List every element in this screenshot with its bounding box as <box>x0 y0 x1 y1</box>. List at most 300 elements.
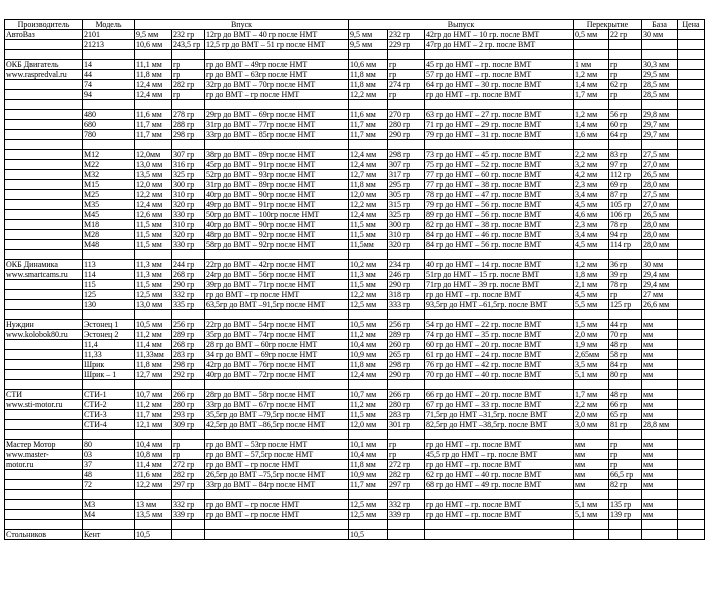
cell-price <box>678 230 705 240</box>
cell-overlap-angle: 39 гр <box>609 270 642 280</box>
cell-exhaust-duration: 260 гр <box>388 340 425 350</box>
blank-cell <box>172 430 205 440</box>
blank-cell <box>678 490 705 500</box>
cell-overlap-lift: мм <box>574 480 609 490</box>
cell-exhaust-duration: 300 гр <box>388 220 425 230</box>
blank-row <box>5 140 705 150</box>
blank-cell <box>83 430 135 440</box>
cell-exhaust-lift: 11,8 мм <box>349 360 388 370</box>
cell-exhaust-lift: 10,7 мм <box>349 390 388 400</box>
cell-intake-timing: 35гр до ВМТ – 74гр после НМТ <box>205 330 349 340</box>
cell-overlap-lift: 1,8 мм <box>574 270 609 280</box>
cell-exhaust-duration: 298 гр <box>388 360 425 370</box>
cell-price <box>678 240 705 250</box>
cell-model: 44 <box>83 70 135 80</box>
blank-cell <box>425 490 574 500</box>
cell-price <box>678 290 705 300</box>
blank-cell <box>388 250 425 260</box>
cell-intake-timing: 35,5гр до ВМТ –79,5гр после НМТ <box>205 410 349 420</box>
cell-exhaust-lift: 11,7 мм <box>349 130 388 140</box>
cell-intake-duration: 283 гр <box>172 350 205 360</box>
cell-intake-duration: 339 гр <box>172 510 205 520</box>
cell-intake-timing: 48гр до ВМТ – 92гр после НМТ <box>205 230 349 240</box>
cell-intake-duration: 292 гр <box>172 370 205 380</box>
cell-intake-lift: 11,5 мм <box>135 230 172 240</box>
cell-exhaust-timing: 73 гр до НМТ – 45 гр. после ВМТ <box>425 150 574 160</box>
cell-intake-duration: 310 гр <box>172 220 205 230</box>
blank-row <box>5 50 705 60</box>
blank-cell <box>388 140 425 150</box>
cell-model: Кент <box>83 530 135 540</box>
cell-intake-lift: 12,4 мм <box>135 200 172 210</box>
table-row <box>5 350 705 360</box>
blank-cell <box>5 140 83 150</box>
table-row <box>5 200 705 210</box>
blank-cell <box>5 310 83 320</box>
cell-intake-timing: 33гр до ВМТ – 84гр после НМТ <box>205 480 349 490</box>
cell-exhaust-lift: 10,9 мм <box>349 470 388 480</box>
blank-cell <box>83 50 135 60</box>
cell-exhaust-timing: 51гр до НМТ – 15 гр. после ВМТ <box>425 270 574 280</box>
cell-price <box>678 300 705 310</box>
blank-cell <box>574 430 609 440</box>
cell-intake-lift: 11,1 мм <box>135 60 172 70</box>
cell-intake-duration: 268 гр <box>172 340 205 350</box>
cell-overlap-lift: 1,2 мм <box>574 260 609 270</box>
cell-exhaust-lift: 11,5 мм <box>349 280 388 290</box>
header-overlap: Перекрытие <box>574 20 642 30</box>
cell-base: 27,0 мм <box>642 200 678 210</box>
cell-exhaust-duration: 280 гр <box>388 120 425 130</box>
cell-overlap-lift: 1,2 мм <box>574 70 609 80</box>
cell-price <box>678 330 705 340</box>
cell-price <box>678 170 705 180</box>
blank-cell <box>135 520 172 530</box>
cell-intake-timing: 28 гр до ВМТ – 60гр после НМТ <box>205 340 349 350</box>
cell-price <box>678 280 705 290</box>
blank-cell <box>172 50 205 60</box>
cell-exhaust-timing: 40 гр до НМТ – 14 гр. после ВМТ <box>425 260 574 270</box>
cell-intake-lift: 10,8 мм <box>135 450 172 460</box>
cell-overlap-angle: 48 гр <box>609 390 642 400</box>
cell-intake-duration: 282 гр <box>172 80 205 90</box>
cell-exhaust-duration: 290 гр <box>388 370 425 380</box>
cell-intake-lift: 11,2 мм <box>135 400 172 410</box>
cell-overlap-angle: 125 гр <box>609 300 642 310</box>
cell-manufacturer <box>5 190 83 200</box>
cell-intake-duration: 298 гр <box>172 360 205 370</box>
cell-intake-timing: гр до ВМТ – гр после НМТ <box>205 90 349 100</box>
cell-exhaust-duration: 229 гр <box>388 40 425 50</box>
cell-base: мм <box>642 390 678 400</box>
cell-price <box>678 370 705 380</box>
cell-manufacturer <box>5 300 83 310</box>
cell-base: 29,8 мм <box>642 110 678 120</box>
blank-cell <box>642 100 678 110</box>
cell-exhaust-lift: 12,5 мм <box>349 510 388 520</box>
cell-manufacturer <box>5 210 83 220</box>
cell-exhaust-duration: гр <box>388 90 425 100</box>
cell-overlap-angle <box>609 40 642 50</box>
blank-cell <box>388 520 425 530</box>
cell-price <box>678 200 705 210</box>
cell-base: 27 мм <box>642 290 678 300</box>
cell-exhaust-timing: 45,5 гр до НМТ – гр. после ВМТ <box>425 450 574 460</box>
cell-price <box>678 390 705 400</box>
cell-intake-lift: 10,5 <box>135 530 172 540</box>
cell-overlap-lift: 3,4 мм <box>574 230 609 240</box>
blank-cell <box>609 50 642 60</box>
blank-cell <box>172 520 205 530</box>
cell-exhaust-lift: 10,4 мм <box>349 450 388 460</box>
table-row <box>5 170 705 180</box>
cell-intake-duration: 320 гр <box>172 230 205 240</box>
cell-exhaust-duration: 307 гр <box>388 160 425 170</box>
cell-intake-duration: 256 гр <box>172 320 205 330</box>
cell-exhaust-lift: 12,2 мм <box>349 290 388 300</box>
cell-overlap-angle: 62 гр <box>609 80 642 90</box>
cell-base: мм <box>642 500 678 510</box>
table-row <box>5 390 705 400</box>
cell-price <box>678 500 705 510</box>
cell-overlap-angle: 82 гр <box>609 480 642 490</box>
cell-manufacturer <box>5 80 83 90</box>
cell-model: 03 <box>83 450 135 460</box>
cell-base: 29,4 мм <box>642 270 678 280</box>
cell-model: M35 <box>83 200 135 210</box>
cell-intake-lift: 13,5 мм <box>135 170 172 180</box>
cell-manufacturer <box>5 170 83 180</box>
cell-model: M12 <box>83 150 135 160</box>
blank-cell <box>425 520 574 530</box>
blank-cell <box>135 50 172 60</box>
cell-overlap-angle: 66,5 гр <box>609 470 642 480</box>
cell-exhaust-lift: 12,5 мм <box>349 500 388 510</box>
cell-intake-lift: 11,7 мм <box>135 130 172 140</box>
cell-manufacturer <box>5 180 83 190</box>
cell-intake-lift: 11,3 мм <box>135 260 172 270</box>
cell-exhaust-duration: 298 гр <box>388 150 425 160</box>
cell-price <box>678 220 705 230</box>
cell-overlap-angle: 83 гр <box>609 150 642 160</box>
cell-manufacturer: Стольников <box>5 530 83 540</box>
cell-manufacturer <box>5 200 83 210</box>
table-row <box>5 210 705 220</box>
cell-model: M25 <box>83 190 135 200</box>
blank-cell <box>172 490 205 500</box>
table-row <box>5 150 705 160</box>
cell-intake-lift: 12,1 мм <box>135 420 172 430</box>
cell-manufacturer <box>5 290 83 300</box>
cell-exhaust-lift: 10,4 мм <box>349 340 388 350</box>
table-row <box>5 280 705 290</box>
cell-overlap-lift: 2,3 мм <box>574 220 609 230</box>
cell-intake-lift: 12,0 мм <box>135 180 172 190</box>
blank-cell <box>5 250 83 260</box>
cell-overlap-lift: 4,5 мм <box>574 200 609 210</box>
blank-cell <box>388 380 425 390</box>
cell-exhaust-timing: 60 гр до НМТ – 20 гр. после ВМТ <box>425 340 574 350</box>
cell-base: 28,0 мм <box>642 220 678 230</box>
blank-cell <box>642 520 678 530</box>
cell-intake-duration: 290 гр <box>172 280 205 290</box>
blank-cell <box>574 490 609 500</box>
cell-exhaust-timing: 64 гр до НМТ – 30 гр. после ВМТ <box>425 80 574 90</box>
cell-model: 72 <box>83 480 135 490</box>
cell-exhaust-lift: 9,5 мм <box>349 30 388 40</box>
blank-cell <box>5 520 83 530</box>
cell-intake-lift: 12,2 мм <box>135 480 172 490</box>
table-row <box>5 120 705 130</box>
cell-model: 11,33 <box>83 350 135 360</box>
cell-intake-lift: 12,7 мм <box>135 370 172 380</box>
cell-base: мм <box>642 450 678 460</box>
cell-overlap-angle: 84 гр <box>609 360 642 370</box>
cell-overlap-angle: 78 гр <box>609 220 642 230</box>
cell-overlap-angle: 56 гр <box>609 110 642 120</box>
cell-exhaust-lift: 11,2 мм <box>349 330 388 340</box>
cell-price <box>678 530 705 540</box>
cell-base: 26,5 мм <box>642 210 678 220</box>
blank-cell <box>5 100 83 110</box>
cell-overlap-angle: 81 гр <box>609 420 642 430</box>
table-row <box>5 300 705 310</box>
cell-intake-timing: 45гр до ВМТ – 91гр после НМТ <box>205 160 349 170</box>
cell-manufacturer: ОКБ Двигатель <box>5 60 83 70</box>
table-row <box>5 340 705 350</box>
cell-intake-timing: 28гр до ВМТ – 58гр после НМТ <box>205 390 349 400</box>
blank-cell <box>135 140 172 150</box>
cell-exhaust-lift: 10,5 <box>349 530 388 540</box>
cell-exhaust-timing: 71 гр до НМТ – 29 гр. после ВМТ <box>425 120 574 130</box>
cell-exhaust-timing: 63 гр до НМТ – 27 гр. после ВМТ <box>425 110 574 120</box>
cell-exhaust-timing: гр до НМТ – гр. после ВМТ <box>425 290 574 300</box>
cell-intake-timing: 34 гр до ВМТ – 69гр после НМТ <box>205 350 349 360</box>
cell-base: 27,5 мм <box>642 150 678 160</box>
cell-price <box>678 410 705 420</box>
cell-exhaust-timing: 84 гр до НМТ – 56 гр. после ВМТ <box>425 240 574 250</box>
cell-overlap-lift: 2,65мм <box>574 350 609 360</box>
cell-model: M45 <box>83 210 135 220</box>
cell-exhaust-timing: 77 гр до НМТ – 60 гр. после ВМТ <box>425 170 574 180</box>
cell-exhaust-timing: 45 гр до НМТ – гр. после ВМТ <box>425 60 574 70</box>
cell-price <box>678 90 705 100</box>
cell-exhaust-timing: гр до НМТ – гр. после ВМТ <box>425 440 574 450</box>
cell-intake-timing: 40гр до ВМТ – 90гр после НМТ <box>205 220 349 230</box>
cell-exhaust-duration: 270 гр <box>388 110 425 120</box>
cell-price <box>678 440 705 450</box>
cell-intake-lift: 11,6 мм <box>135 470 172 480</box>
table-row <box>5 330 705 340</box>
cell-price <box>678 150 705 160</box>
cell-exhaust-timing: 67 гр до НМТ – 33 гр. после ВМТ <box>425 400 574 410</box>
cell-base: мм <box>642 470 678 480</box>
cell-model: M18 <box>83 220 135 230</box>
table-row <box>5 450 705 460</box>
cell-exhaust-duration: 280 гр <box>388 400 425 410</box>
cell-overlap-lift: 4,6 мм <box>574 210 609 220</box>
cell-intake-lift: 12,5 мм <box>135 290 172 300</box>
cell-base: мм <box>642 410 678 420</box>
table-row <box>5 180 705 190</box>
cell-intake-duration: 332 гр <box>172 500 205 510</box>
blank-cell <box>609 490 642 500</box>
cell-intake-duration: 232 гр <box>172 30 205 40</box>
cell-overlap-angle: 80 гр <box>609 370 642 380</box>
table-row <box>5 230 705 240</box>
blank-cell <box>609 380 642 390</box>
cell-model: Эстонец 1 <box>83 320 135 330</box>
cell-intake-lift: 11,3 мм <box>135 270 172 280</box>
cell-intake-duration: 288 гр <box>172 120 205 130</box>
cell-overlap-lift: мм <box>574 450 609 460</box>
cell-overlap-lift <box>574 40 609 50</box>
table-row <box>5 480 705 490</box>
table-row <box>5 90 705 100</box>
blank-cell <box>205 520 349 530</box>
cell-intake-duration: 297 гр <box>172 480 205 490</box>
cell-model: 2101 <box>83 30 135 40</box>
cell-manufacturer <box>5 350 83 360</box>
cell-intake-lift: 11,8 мм <box>135 360 172 370</box>
cell-overlap-angle: 135 гр <box>609 500 642 510</box>
cell-base: 30,3 мм <box>642 60 678 70</box>
cell-exhaust-timing: 57 гр до НМТ – гр. после ВМТ <box>425 70 574 80</box>
table-row <box>5 80 705 90</box>
cell-overlap-lift: мм <box>574 470 609 480</box>
cell-intake-timing: 29гр до ВМТ – 69гр после НМТ <box>205 110 349 120</box>
cell-price <box>678 30 705 40</box>
cell-model: 130 <box>83 300 135 310</box>
blank-cell <box>172 140 205 150</box>
blank-cell <box>388 490 425 500</box>
cell-overlap-lift: 0,5 мм <box>574 30 609 40</box>
table-row <box>5 30 705 40</box>
table-row <box>5 240 705 250</box>
cell-exhaust-timing: 61 гр до НМТ – 24 гр. после ВМТ <box>425 350 574 360</box>
blank-cell <box>642 50 678 60</box>
blank-cell <box>172 380 205 390</box>
blank-cell <box>678 430 705 440</box>
blank-cell <box>205 310 349 320</box>
header-row <box>5 20 705 30</box>
cell-price <box>678 70 705 80</box>
blank-cell <box>609 250 642 260</box>
blank-cell <box>642 310 678 320</box>
cell-overlap-lift: 2,1 мм <box>574 280 609 290</box>
cell-manufacturer: www.master- <box>5 450 83 460</box>
cell-model: СТИ-2 <box>83 400 135 410</box>
blank-cell <box>5 50 83 60</box>
cell-intake-timing: 33гр до ВМТ – 67гр после НМТ <box>205 400 349 410</box>
cell-overlap-lift: 5,1 мм <box>574 510 609 520</box>
cell-intake-lift: 9,5 мм <box>135 30 172 40</box>
cell-price <box>678 400 705 410</box>
table-row <box>5 400 705 410</box>
cell-exhaust-lift: 11,5 мм <box>349 220 388 230</box>
cell-exhaust-timing: 42гр до НМТ – 10 гр. после ВМТ <box>425 30 574 40</box>
cell-price <box>678 470 705 480</box>
cell-manufacturer <box>5 370 83 380</box>
blank-cell <box>609 100 642 110</box>
cell-overlap-lift: 5,1 мм <box>574 370 609 380</box>
cell-model: 480 <box>83 110 135 120</box>
cell-intake-duration: 272 гр <box>172 460 205 470</box>
cell-intake-duration: 309 гр <box>172 420 205 430</box>
blank-cell <box>425 100 574 110</box>
cell-base: мм <box>642 400 678 410</box>
cell-manufacturer <box>5 360 83 370</box>
cell-model: 125 <box>83 290 135 300</box>
cell-exhaust-lift: 11,7 мм <box>349 120 388 130</box>
cell-price <box>678 420 705 430</box>
blank-cell <box>135 490 172 500</box>
cell-overlap-lift <box>574 530 609 540</box>
cell-intake-duration: гр <box>172 60 205 70</box>
cell-base: 28,0 мм <box>642 230 678 240</box>
cell-manufacturer <box>5 90 83 100</box>
cell-intake-lift: 10,5 мм <box>135 320 172 330</box>
cell-intake-duration: 289 гр <box>172 330 205 340</box>
blank-cell <box>388 310 425 320</box>
cell-intake-duration: 332 гр <box>172 290 205 300</box>
cell-model: 80 <box>83 440 135 450</box>
blank-cell <box>678 250 705 260</box>
cell-intake-lift: 12,2 мм <box>135 190 172 200</box>
cell-base: 27,0 мм <box>642 160 678 170</box>
blank-cell <box>349 430 388 440</box>
cell-manufacturer <box>5 220 83 230</box>
header-manufacturer: Производитель <box>5 20 83 30</box>
cell-overlap-angle: 105 гр <box>609 200 642 210</box>
blank-cell <box>135 250 172 260</box>
cell-manufacturer: ОКБ Динамика <box>5 260 83 270</box>
cell-exhaust-lift: 11,8 мм <box>349 180 388 190</box>
table-row <box>5 360 705 370</box>
cell-overlap-lift: 4,2 мм <box>574 170 609 180</box>
cell-intake-timing: 42,5гр до ВМТ –86,5гр после НМТ <box>205 420 349 430</box>
blank-row <box>5 100 705 110</box>
table-row <box>5 410 705 420</box>
blank-cell <box>83 310 135 320</box>
cell-price <box>678 60 705 70</box>
blank-cell <box>678 100 705 110</box>
cell-model: Шрик <box>83 360 135 370</box>
blank-cell <box>205 430 349 440</box>
cell-manufacturer <box>5 470 83 480</box>
cell-intake-timing: 24гр до ВМТ – 56гр после НМТ <box>205 270 349 280</box>
cell-intake-duration: 293 гр <box>172 410 205 420</box>
table-row <box>5 130 705 140</box>
cell-exhaust-timing: 70 гр до НМТ – 40 гр. после ВМТ <box>425 370 574 380</box>
cell-exhaust-lift: 11,8 мм <box>349 70 388 80</box>
cell-manufacturer: Нуждин <box>5 320 83 330</box>
cell-base: 30 мм <box>642 260 678 270</box>
cell-exhaust-lift: 12,2 мм <box>349 90 388 100</box>
cell-manufacturer: www.kolobok80.ru <box>5 330 83 340</box>
cell-overlap-angle: 106 гр <box>609 210 642 220</box>
cell-intake-duration: гр <box>172 90 205 100</box>
cell-intake-lift: 11,5 мм <box>135 240 172 250</box>
cell-price <box>678 40 705 50</box>
cell-intake-duration: 282 гр <box>172 470 205 480</box>
cell-base <box>642 40 678 50</box>
cell-exhaust-lift: 12,2 мм <box>349 200 388 210</box>
cell-exhaust-duration: 282 гр <box>388 470 425 480</box>
cell-exhaust-duration: гр <box>388 70 425 80</box>
cell-price <box>678 160 705 170</box>
blank-cell <box>349 310 388 320</box>
